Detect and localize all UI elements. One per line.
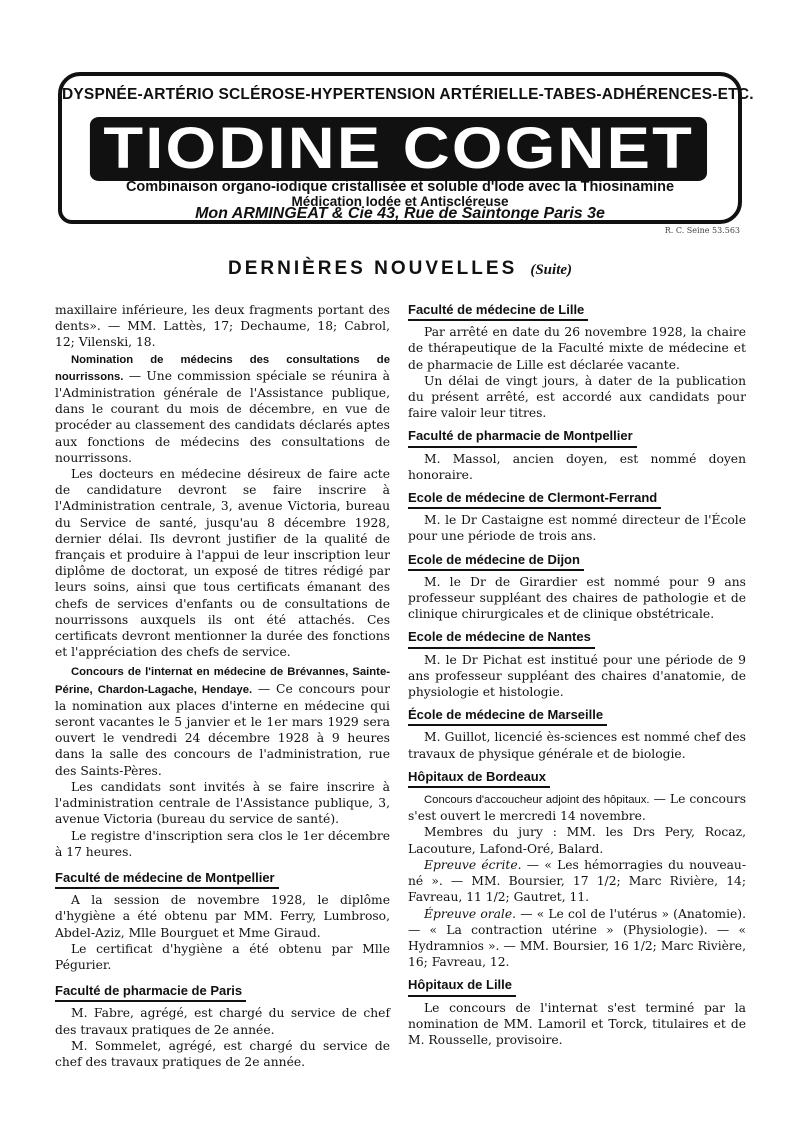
paragraph: Membres du jury : MM. les Drs Pery, Rocaz, Lacouture, Lafond-Oré, Balard.	[408, 825, 746, 856]
paragraph: Un délai de vingt jours, à dater de la publication du présent arrêté, est accordé aux candidats pour faire valoir leur titres.	[408, 373, 746, 421]
paragraph: M. Sommelet, agrégé, est chargé du service de chef des travaux pratiques de 2e année.	[55, 1038, 390, 1069]
ad-brand-area	[103, 110, 695, 188]
paragraph: Le certificat d'hygiène a été obtenu par Mlle Pégurier.	[55, 941, 390, 972]
title-main: DERNIÈRES NOUVELLES	[227, 258, 518, 279]
section-heading: École de médecine de Marseille	[408, 707, 607, 726]
paragraph: Les docteurs en médecine désireux de faire acte de candidature devront se faire inscrire à l'Administration centrale, 3, avenue Victoria, bureau du Service de santé, jusqu'au 8 décembre 1928, dernier délai. Ils devront justifier de la qualité de français et produire à l'appui de leur inscription leur diplôme de doctorat, un exposé de titres rédigé par leurs soins, ainsi que tous certificats émanant des chefs de services d'enfants ou de consultations de nourrissons auxquels ils ont été attachés. Ces certificats devront mentionner la durée des fonctions et l'appréciation des chefs de service.	[55, 467, 390, 660]
ad-medication: Médication Iodée et Antiscléreuse	[291, 194, 509, 209]
paragraph-text: — « Les hémorragies du nouveau-né ». — MM. Boursier, 17 1/2; Marc Rivière, 14; Favreau, 11 1/2; Gautret, 11.	[408, 857, 746, 905]
paragraph: M. le Dr Pichat est institué pour une période de 9 ans professeur suppléant des chaires d'anatomie, de physiologie et histologie.	[408, 652, 746, 700]
paragraph: maxillaire inférieure, les deux fragments portant des dents». — MM. Lattès, 17; Dechaume, 18; Cabrol, 12; Vilenski, 18.	[55, 303, 390, 350]
paragraph-text: — « Le col de l'utérus » (Anatomie). — « La contraction utérine » (Physiologie). — « Hydramnios ». — MM. Boursier, 16 1/2; Marc Rivière, 16; Favreau, 12.	[408, 906, 747, 970]
paragraph-text: — Une commission spéciale se réunira à l'Administration générale de l'Assistance publique, dans le courant du mois de décembre, en vue de procéder au classement des candidats déclarés aptes aux fonctions de médecins des consultations de nourrissons.	[55, 368, 390, 465]
paragraph	[55, 351, 390, 466]
paragraph: M. Massol, ancien doyen, est nommé doyen honoraire.	[408, 451, 746, 482]
left-column	[55, 302, 390, 1070]
paragraph-lead: Concours d'accoucheur adjoint des hôpitaux.	[424, 794, 650, 807]
page-title	[0, 258, 800, 280]
paragraph	[408, 906, 746, 971]
paragraph: M. le Dr de Girardier est nommé pour 9 ans professeur suppléant des chaires de pathologie et de clinique chirurgicales et de clinique obstétricale.	[408, 574, 746, 622]
section-heading: Faculté de médecine de Montpellier	[55, 870, 279, 889]
ad-brand-name: TIODINE COGNET	[90, 117, 708, 181]
right-column	[408, 302, 746, 1048]
section-heading: Ecole de médecine de Dijon	[408, 552, 584, 571]
paragraph: A la session de novembre 1928, le diplôme d'hygiène a été obtenu par MM. Ferry, Lumbroso, Abdel-Aziz, Mlle Bourguet et Mme Giraud.	[55, 893, 390, 940]
paragraph: Les candidats sont invités à se faire inscrire à l'administration centrale de l'Assistance publique, 3, avenue Victoria (bureau du service de santé).	[55, 779, 390, 827]
title-suite: (Suite)	[530, 262, 573, 278]
paragraph-lead: Epreuve écrite.	[424, 857, 522, 872]
ad-registration: R. C. Seine 53.563	[664, 226, 740, 235]
section-heading: Ecole de médecine de Nantes	[408, 629, 595, 648]
section-heading: Faculté de pharmacie de Paris	[55, 983, 246, 1002]
paragraph: M. Guillot, licencié ès-sciences est nommé chef des travaux de physique générale et de biologie.	[408, 730, 746, 761]
paragraph-lead: Nomination de médecins des consultations de nourrissons.	[55, 353, 390, 383]
paragraph	[408, 791, 746, 824]
section-heading: Faculté de médecine de Lille	[408, 302, 588, 321]
section-heading: Hôpitaux de Bordeaux	[408, 769, 550, 788]
ad-indications: DYSPNÉE-ARTÉRIO SCLÉROSE-HYPERTENSION ARTÉRIELLE-TABES-ADHÉRENCES-ETC.	[62, 86, 754, 103]
section-heading: Faculté de pharmacie de Montpellier	[408, 428, 637, 447]
ad-description: Combinaison organo-iodique cristallisée et soluble d'Iode avec la Thiosinamine	[125, 179, 675, 195]
paragraph: M. le Dr Castaigne est nommé directeur de l'École pour une période de trois ans.	[408, 513, 746, 544]
paragraph: Le concours de l'internat s'est terminé par la nomination de MM. Lamoril et Torck, titulaires et de M. Rousselle, provisoire.	[408, 1000, 746, 1047]
advertisement-banner	[58, 72, 754, 224]
paragraph-text: — Ce concours pour la nomination aux places d'interne en médecine qui seront vacantes le 5 janvier et le 1er mars 1929 sera ouvert le vendredi 24 décembre 1928 à 9 heures dans la salle des concours de l'administration, rue des Saints-Pères.	[55, 681, 390, 778]
section-heading: Hôpitaux de Lille	[408, 977, 516, 996]
section-heading: Ecole de médecine de Clermont-Ferrand	[408, 490, 661, 509]
ad-address: Mon ARMINGEAT & Cie 43, Rue de Saintonge Paris 3e	[195, 205, 605, 222]
paragraph: Le registre d'inscription sera clos le 1er décembre à 17 heures.	[55, 828, 390, 859]
paragraph-text: — Le concours s'est ouvert le mercredi 14 novembre.	[408, 792, 747, 824]
paragraph-lead: Concours de l'internat en médecine de Brévannes, Sainte-Périne, Chardon-Lagache, Hendaye.	[55, 666, 390, 696]
paragraph: M. Fabre, agrégé, est chargé du service de chef des travaux pratiques de 2e année.	[55, 1006, 390, 1037]
paragraph: Par arrêté en date du 26 novembre 1928, la chaire de thérapeutique de la Faculté mixte de médecine et de pharmacie de Lille est déclarée vacante.	[408, 325, 746, 372]
paragraph	[55, 663, 390, 778]
paragraph-lead: Épreuve orale.	[424, 906, 517, 921]
paragraph	[408, 857, 746, 906]
